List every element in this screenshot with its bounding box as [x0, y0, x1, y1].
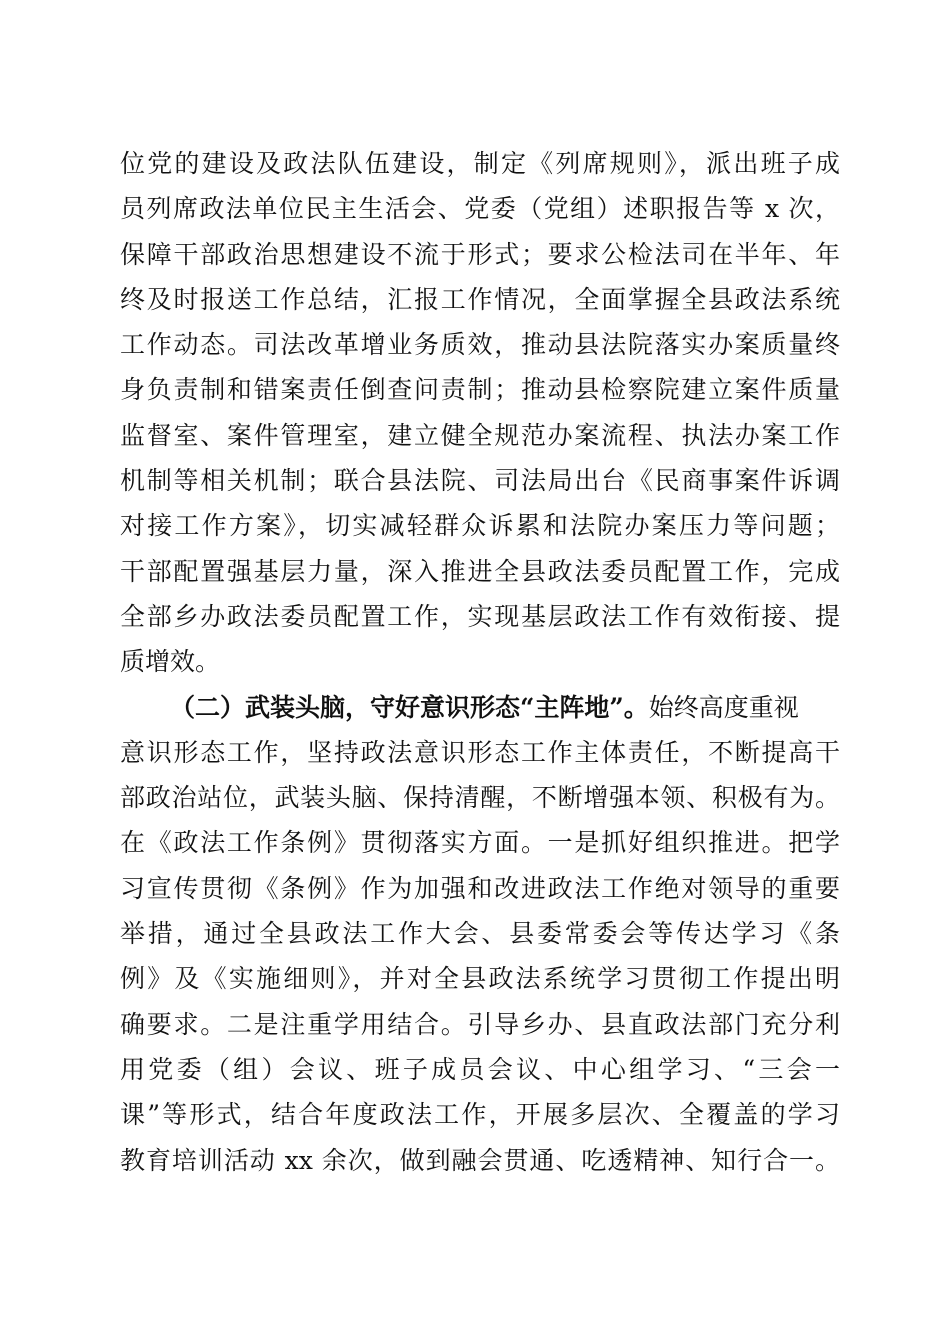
paragraph-2	[120, 685, 840, 1183]
text-line: 在《政法工作条例》贯彻落实方面。一是抓好组织推进。把学	[120, 828, 840, 858]
text-line: 用党委（组）会议、班子成员会议、中心组学习、“三会一	[120, 1054, 840, 1084]
paragraph-1	[120, 141, 840, 685]
heading-line-rest: 始终高度重视	[648, 692, 799, 722]
text-line: 全部乡办政法委员配置工作，实现基层政法工作有效衔接、提	[120, 601, 840, 631]
text-line: 课”等形式，结合年度政法工作，开展多层次、全覆盖的学习	[120, 1100, 840, 1130]
text-line: 员列席政法单位民主生活会、党委（党组）述职报告等 x 次，	[120, 194, 840, 224]
text-line: 监督室、案件管理室，建立健全规范办案流程、执法办案工作	[120, 420, 840, 450]
text-line: 干部配置强基层力量，深入推进全县政法委员配置工作，完成	[120, 556, 840, 586]
document-body	[120, 141, 840, 1183]
text-line: 身负责制和错案责任倒查问责制；推动县检察院建立案件质量	[120, 375, 840, 405]
text-line: 对接工作方案》，切实减轻群众诉累和法院办案压力等问题；	[120, 511, 840, 541]
text-line: 工作动态。司法改革增业务质效，推动县法院落实办案质量终	[120, 330, 840, 360]
text-line: 例》及《实施细则》，并对全县政法系统学习贯彻工作提出明	[120, 964, 840, 994]
text-line: 部政治站位，武装头脑、保持清醒，不断增强本领、积极有为。	[120, 783, 840, 813]
text-line: 位党的建设及政法队伍建设，制定《列席规则》，派出班子成	[120, 149, 840, 178]
text-line: 保障干部政治思想建设不流于形式；要求公检法司在半年、年	[120, 239, 840, 269]
text-line: 质增效。	[120, 647, 221, 677]
text-line: 习宣传贯彻《条例》作为加强和改进政法工作绝对领导的重要	[120, 873, 840, 903]
text-line: 意识形态工作，坚持政法意识形态工作主体责任，不断提高干	[120, 737, 840, 767]
text-line: 确要求。二是注重学用结合。引导乡办、县直政法部门充分利	[120, 1009, 840, 1039]
text-line: 举措，通过全县政法工作大会、县委常委会等传达学习《条	[120, 919, 840, 949]
text-line	[120, 685, 840, 730]
text-line: 教育培训活动 xx 余次，做到融会贯通、吃透精神、知行合一。	[120, 1145, 840, 1175]
text-line: 终及时报送工作总结，汇报工作情况，全面掌握全县政法系统	[120, 284, 840, 314]
text-line: 机制等相关机制；联合县法院、司法局出台《民商事案件诉调	[120, 466, 840, 496]
section-heading: （二）武装头脑，守好意识形态“主阵地”。	[170, 692, 649, 722]
